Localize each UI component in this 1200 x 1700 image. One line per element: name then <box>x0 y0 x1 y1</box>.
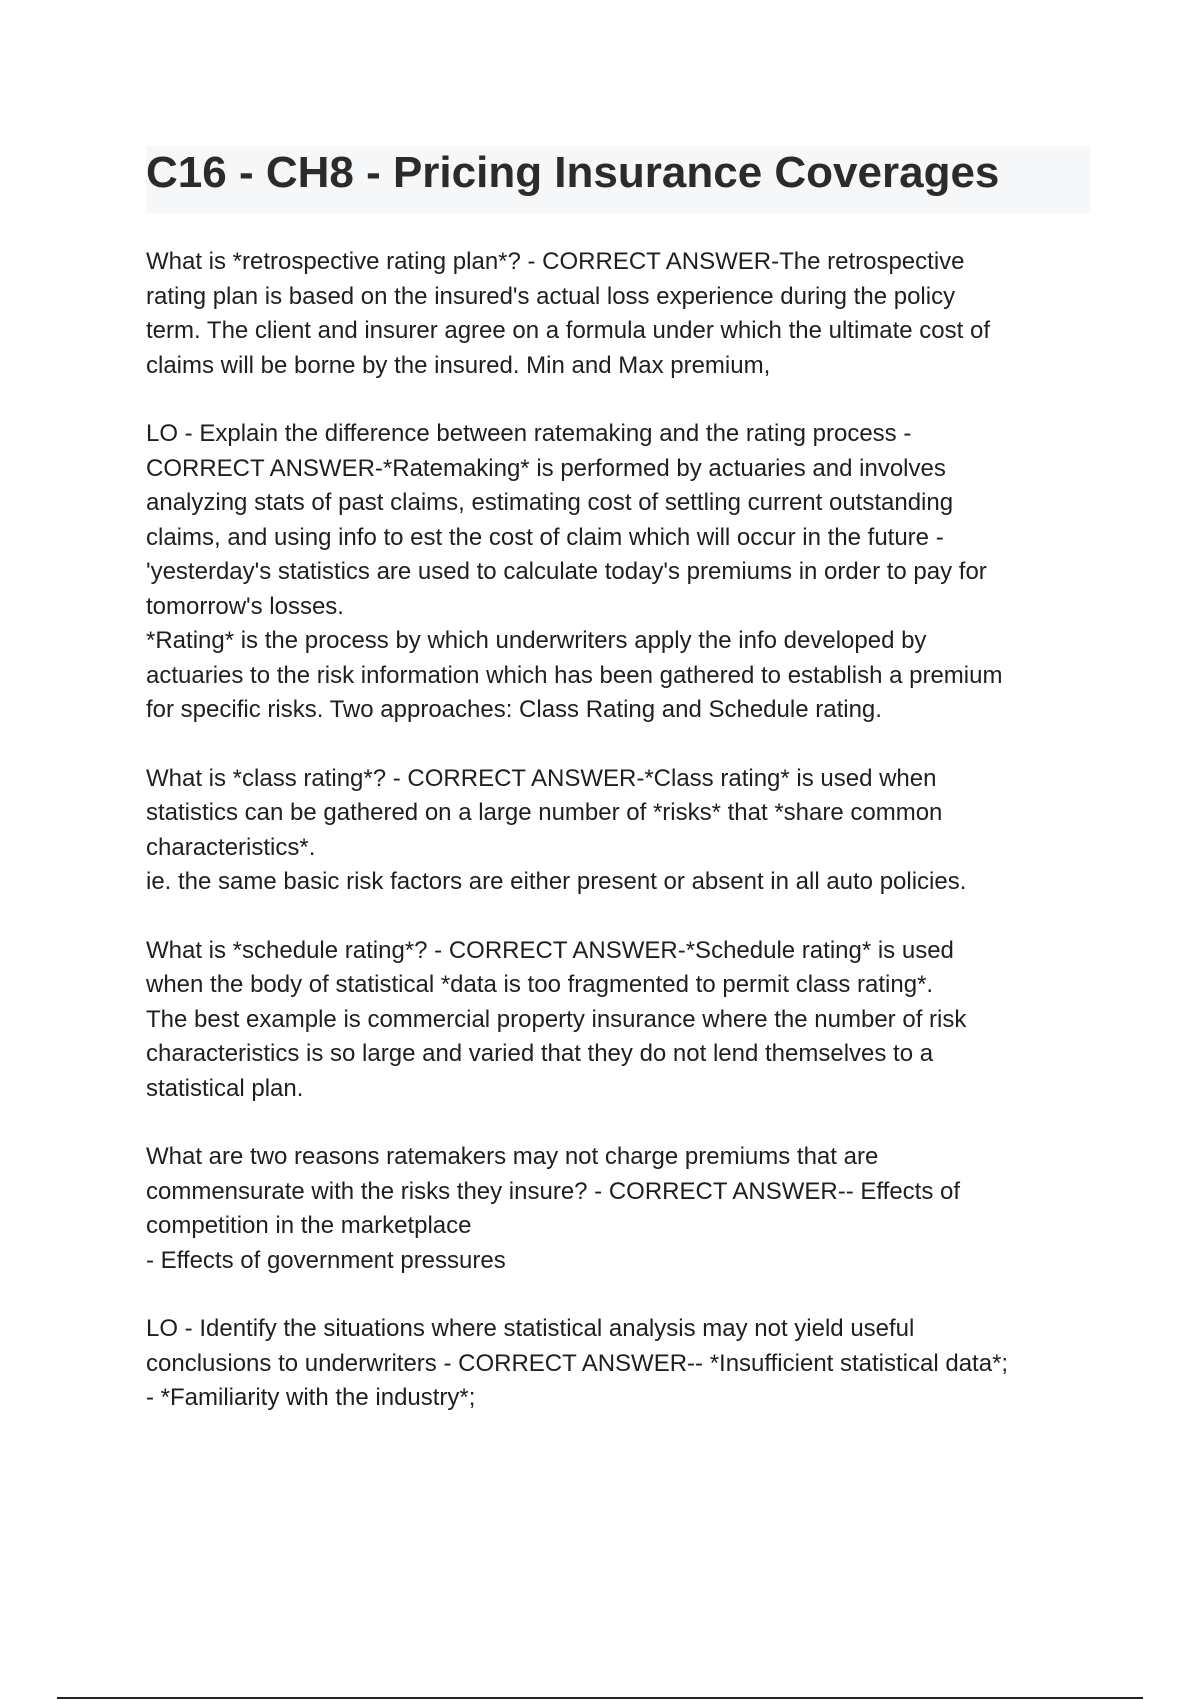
text-line: actuaries to the risk information which has been gathered to establish a premium <box>146 661 1003 689</box>
text-line: for specific risks. Two approaches: Class Rating and Schedule rating. <box>146 696 882 723</box>
qa-entry-premium-reasons <box>146 1140 1096 1278</box>
qa-content <box>146 245 1096 1450</box>
page-title: C16 - CH8 - Pricing Insurance Coverages <box>146 148 1000 197</box>
text-line: LO - Identify the situations where statistical analysis may not yield useful <box>146 1315 915 1342</box>
text-line: What is *class rating*? - CORRECT ANSWER-*Class rating* is used when <box>146 764 937 792</box>
qa-entry-schedule-rating <box>146 934 1096 1107</box>
text-line: ie. the same basic risk factors are either present or absent in all auto policies. <box>146 868 967 895</box>
text-line: statistics can be gathered on a large number of *risks* that *share common <box>146 799 943 826</box>
text-line: claims, and using info to est the cost of claim which will occur in the future - <box>146 523 944 551</box>
footer-divider <box>57 1697 1143 1699</box>
qa-entry-class-rating <box>146 762 1096 900</box>
text-line: The best example is commercial property insurance where the number of risk <box>146 1005 967 1033</box>
text-line: when the body of statistical *data is too fragmented to permit class rating*. <box>146 971 934 998</box>
text-line: term. The client and insurer agree on a formula under which the ultimate cost of <box>146 317 990 344</box>
text-line: What is *retrospective rating plan*? - CORRECT ANSWER-The retrospective <box>146 248 965 275</box>
text-line: rating plan is based on the insured's actual loss experience during the policy <box>146 282 956 310</box>
text-line: LO - Explain the difference between ratemaking and the rating process - <box>146 420 912 447</box>
text-line: What are two reasons ratemakers may not charge premiums that are <box>146 1143 879 1170</box>
text-line: 'yesterday's statistics are used to calculate today's premiums in order to pay for <box>146 558 987 585</box>
text-line: competition in the marketplace <box>146 1212 472 1239</box>
text-line: tomorrow's losses. <box>146 592 344 620</box>
text-line: commensurate with the risks they insure? - CORRECT ANSWER-- Effects of <box>146 1177 961 1205</box>
text-line: CORRECT ANSWER-*Ratemaking* is performed by actuaries and involves <box>146 454 946 482</box>
text-line: - *Familiarity with the industry*; <box>146 1384 476 1411</box>
text-line: characteristics*. <box>146 833 316 861</box>
text-line: claims will be borne by the insured. Min and Max premium, <box>146 351 771 379</box>
text-line: What is *schedule rating*? - CORRECT ANSWER-*Schedule rating* is used <box>146 936 954 964</box>
text-line: *Rating* is the process by which underwriters apply the info developed by <box>146 627 927 654</box>
text-line: - Effects of government pressures <box>146 1246 506 1274</box>
text-line: statistical plan. <box>146 1074 304 1102</box>
qa-entry-ratemaking-vs-rating <box>146 417 1096 728</box>
qa-entry-statistical-analysis <box>146 1312 1096 1416</box>
text-line: characteristics is so large and varied that they do not lend themselves to a <box>146 1040 934 1067</box>
text-line: conclusions to underwriters - CORRECT ANSWER-- *Insufficient statistical data*; <box>146 1349 1009 1377</box>
qa-entry-retrospective-rating <box>146 245 1096 383</box>
text-line: analyzing stats of past claims, estimating cost of settling current outstanding <box>146 489 954 516</box>
